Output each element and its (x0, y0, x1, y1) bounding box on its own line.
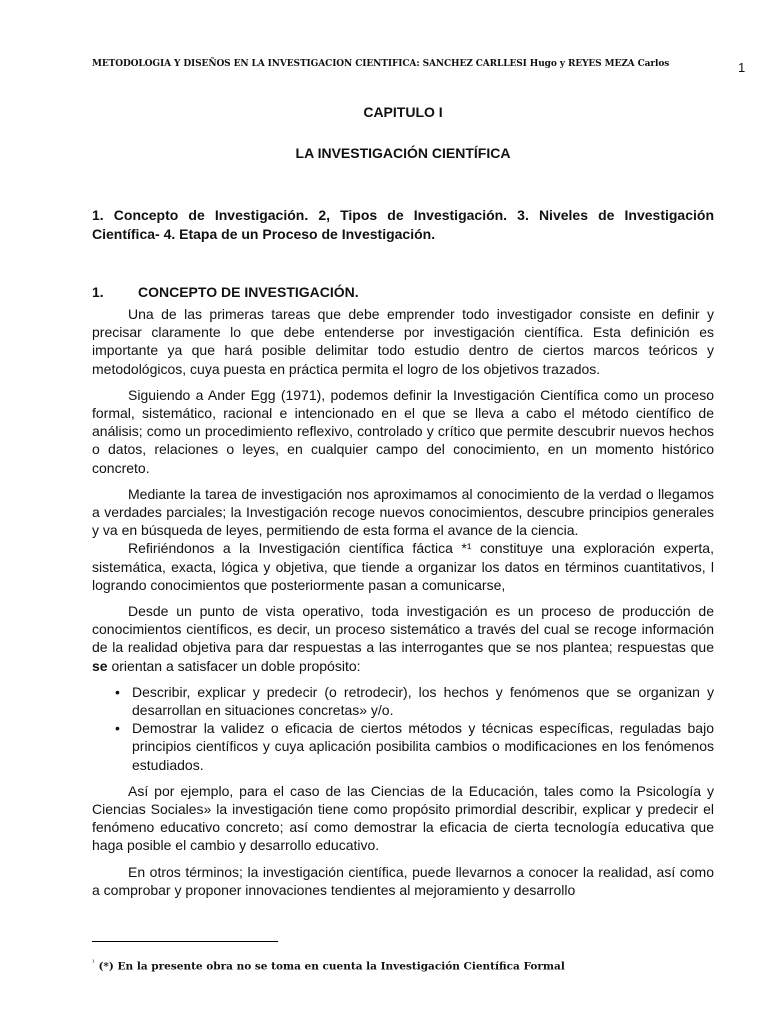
footnote-marker: ¹ (92, 959, 95, 967)
section-title: CONCEPTO DE INVESTIGACIÓN. (138, 284, 359, 300)
paragraph: Así por ejemplo, para el caso de las Ciencias de la Educación, tales como la Psicología y Ciencias Sociales» la investigación tiene como propósito primordial describir, explicar y predecir el fenómeno educativo concreto; así como demostrar la eficacia de cierta tecnología educativa que haga posible el cambio y desarrollo educativo. (92, 782, 714, 854)
running-header: METODOLOGIA Y DISEÑOS EN LA INVESTIGACION CIENTIFICA: SANCHEZ CARLLESI Hugo y REYES MEZA Carlos (92, 59, 670, 69)
paragraph: Siguiendo a Ander Egg (1971), podemos definir la Investigación Científica como un proceso formal, sistemático, racional e intencionado en el que se lleva a cabo el método científico de análisis; como un procedimiento reflexivo, controlado y crítico que permite descubrir nuevos hechos o datos, relaciones o leyes, en cualquier campo del conocimiento, en un momento histórico concreto. (92, 386, 714, 476)
paragraph: Mediante la tarea de investigación nos aproximamos al conocimiento de la verdad o llegamos a verdades parciales; la Investigación recoge nuevos conocimientos, descubre principios generales y va en búsqueda de leyes, permitiendo de esta forma el avance de la ciencia. (92, 485, 714, 539)
footnote (92, 959, 712, 973)
chapter-label: CAPITULO I (363, 104, 443, 120)
list-item: • Demostrar la validez o eficacia de ciertos métodos y técnicas específicas, reguladas bajo principios científicos y cuya aplicación posibilita cambios o modificaciones en los fenómenos estudiados. (115, 720, 714, 773)
paragraph: Desde un punto de vista operativo, toda investigación es un proceso de producción de conocimientos científicos, es decir, un proceso sistemático a través del cual se recoge información de la realidad objetiva para dar respuestas a las interrogantes que se nos plantea; respuestas que se orientan a satisfacer un doble propósito: (92, 603, 714, 674)
bullet-icon: • (115, 720, 120, 737)
list-item: • Describir, explicar y predecir (o retrodecir), los hechos y fenómenos que se organizan y desarrollan en situaciones concretas» y/o. (115, 683, 714, 719)
paragraph: Una de las primeras tareas que debe emprender todo investigador consiste en definir y precisar claramente lo que debe entenderse por investigación científica. Esta definición es importante ya que hará posible delimitar todo estudio dentro de ciertos marcos teóricos y metodológicos, cuya puesta en práctica permita el logro de los objetivos trazados. (92, 306, 714, 377)
paragraph: Refiriéndonos a la Investigación científica fáctica *¹ constituye una exploración experta, sistemática, exacta, lógica y objetiva, que tiende a organizar los datos en términos cuantitativos, l logrando conocimientos que posteriormente pasan a comunicarse, (92, 540, 714, 593)
emphasis: se (92, 657, 108, 674)
body-text (92, 305, 714, 907)
bullet-list (92, 683, 714, 774)
section-number: 1. (92, 284, 104, 300)
footnote-text: (*) En la presente obra no se toma en cuenta la Investigación Científica Formal (98, 960, 565, 973)
section-heading (92, 284, 714, 300)
paragraph: En otros términos; la investigación científica, puede llevarnos a conocer la realidad, así como a comprobar y proponer innovaciones tendientes al mejoramiento y desarrollo (92, 863, 714, 898)
chapter-contents: 1. Concepto de Investigación. 2, Tipos de Investigación. 3. Niveles de Investigación Científica- 4. Etapa de un Proceso de Investigación. (92, 207, 714, 242)
bullet-icon: • (115, 683, 120, 700)
footnote-separator (92, 941, 278, 942)
page-number: 1 (738, 60, 746, 75)
chapter-title: LA INVESTIGACIÓN CIENTÍFICA (295, 145, 511, 161)
